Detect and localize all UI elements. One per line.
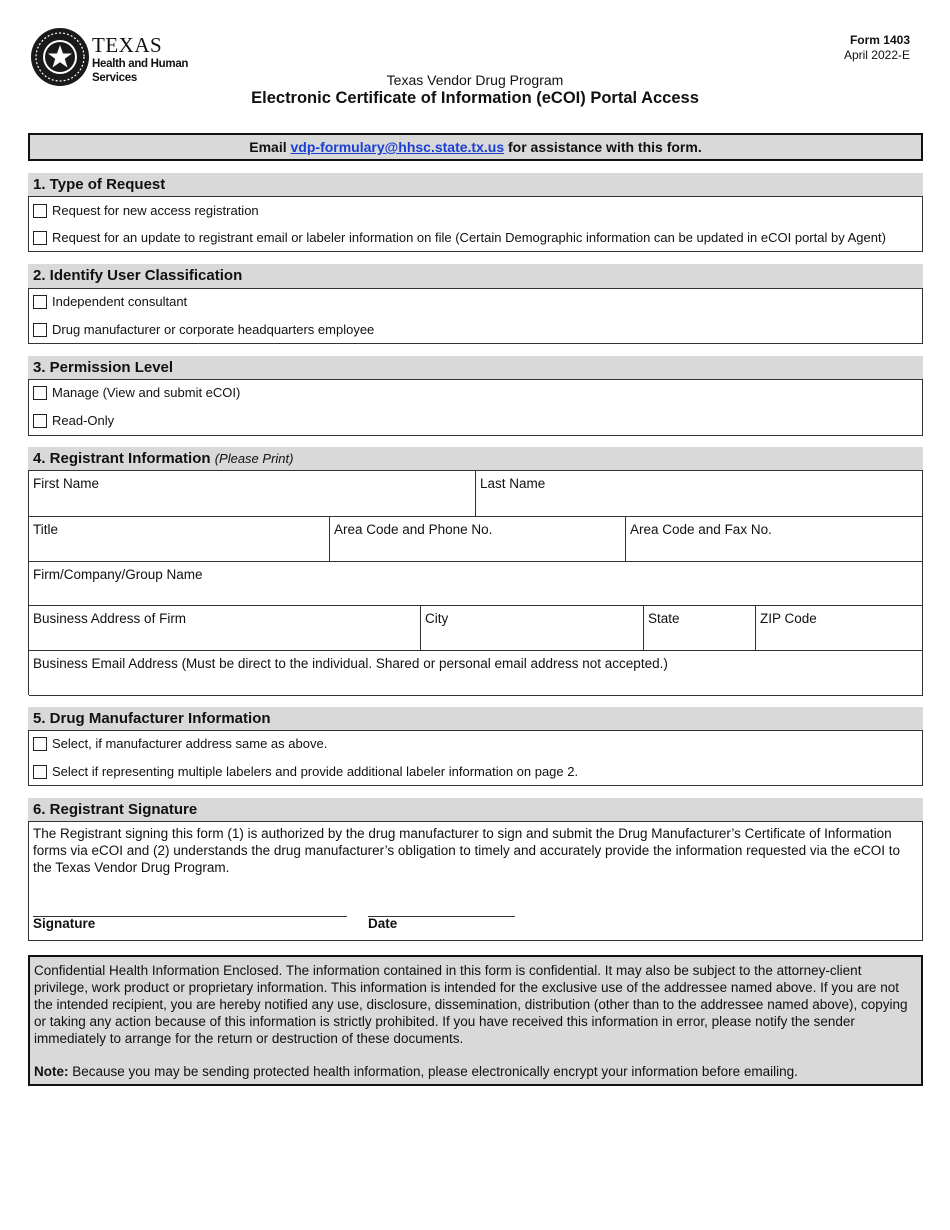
class-consultant-label: Independent consultant <box>52 294 188 309</box>
type-update-checkbox[interactable] <box>33 231 47 245</box>
manufacturer-same-address-option[interactable] <box>33 736 327 752</box>
assistance-suffix: for assistance with this form. <box>508 139 702 155</box>
section-2-heading: 2. Identify User Classification <box>28 264 923 288</box>
section-4-hint: (Please Print) <box>214 451 294 466</box>
note-text: Because you may be sending protected health information, please electronically encrypt your information before emailing. <box>72 1064 798 1079</box>
class-consultant-option[interactable] <box>33 294 187 310</box>
business-address-field[interactable]: Business Address of Firm <box>29 606 421 651</box>
encryption-note <box>34 1063 917 1080</box>
manufacturer-same-address-checkbox[interactable] <box>33 737 47 751</box>
fax-field[interactable]: Area Code and Fax No. <box>626 517 923 562</box>
permission-readonly-checkbox[interactable] <box>33 414 47 428</box>
section-4-title: 4. Registrant Information <box>33 450 211 467</box>
program-name: Texas Vendor Drug Program <box>386 72 564 88</box>
section-4-heading <box>28 447 923 471</box>
business-email-field[interactable]: Business Email Address (Must be direct to the individual. Shared or personal email address not accepted.) <box>29 651 923 696</box>
note-label: Note: <box>34 1064 69 1079</box>
multiple-labelers-option[interactable] <box>33 764 578 780</box>
permission-readonly-option[interactable] <box>33 413 114 429</box>
class-manufacturer-checkbox[interactable] <box>33 323 47 337</box>
manufacturer-same-address-label: Select, if manufacturer address same as above. <box>52 736 328 751</box>
permission-manage-option[interactable] <box>33 385 240 401</box>
phone-field[interactable]: Area Code and Phone No. <box>330 517 626 562</box>
class-manufacturer-label: Drug manufacturer or corporate headquarters employee <box>52 322 375 337</box>
logo-texas-text: TEXAS <box>92 33 163 57</box>
registrant-grid <box>28 470 923 695</box>
last-name-field[interactable]: Last Name <box>476 471 923 517</box>
state-field[interactable]: State <box>644 606 756 651</box>
date-label: Date <box>368 916 398 931</box>
form-date: April 2022-E <box>843 48 910 62</box>
firm-name-field[interactable]: Firm/Company/Group Name <box>29 562 923 606</box>
permission-manage-label: Manage (View and submit eCOI) <box>52 385 241 400</box>
type-new-access-label: Request for new access registration <box>52 203 259 218</box>
assistance-email-link[interactable]: vdp-formulary@hhsc.state.tx.us <box>290 139 505 155</box>
permission-readonly-label: Read-Only <box>52 413 115 428</box>
permission-manage-checkbox[interactable] <box>33 386 47 400</box>
section-1-box <box>28 196 923 252</box>
form-identifier <box>844 33 910 63</box>
type-update-option[interactable] <box>33 230 886 246</box>
section-6-heading: 6. Registrant Signature <box>28 798 923 822</box>
logo-agency-line1: Health and Human <box>92 58 189 70</box>
class-manufacturer-option[interactable] <box>33 322 374 338</box>
first-name-field[interactable]: First Name <box>29 471 476 517</box>
city-field[interactable]: City <box>421 606 644 651</box>
title-field[interactable]: Title <box>29 517 330 562</box>
assistance-banner <box>28 133 923 161</box>
section-2-box <box>28 288 923 344</box>
registrant-statement: The Registrant signing this form (1) is authorized by the drug manufacturer to sign and submit the Drug Manufacturer’s Certificate of Information forms via eCOI and (2) understands the drug manufacturer’s obligation to timely and accurately provide the information requested via the eCOI to the Texas Vendor Drug Program. <box>33 826 900 875</box>
section-3-heading: 3. Permission Level <box>28 356 923 380</box>
assistance-prefix: Email <box>249 139 287 155</box>
section-1-heading: 1. Type of Request <box>28 173 923 197</box>
page-title: Electronic Certificate of Information (eCOI) Portal Access <box>251 89 699 107</box>
zip-field[interactable]: ZIP Code <box>756 606 923 651</box>
form-number: Form 1403 <box>849 33 910 47</box>
signature-label: Signature <box>33 916 96 931</box>
type-new-access-checkbox[interactable] <box>33 204 47 218</box>
logo-agency-line2: Services <box>92 72 137 84</box>
confidentiality-notice <box>28 955 923 1086</box>
section-5-box <box>28 730 923 786</box>
section-6-box <box>28 821 923 941</box>
section-5-heading: 5. Drug Manufacturer Information <box>28 707 923 731</box>
type-update-label: Request for an update to registrant email or labeler information on file (Certain Demographic information can be updated in eCOI portal by Agent) <box>52 230 886 245</box>
section-3-box <box>28 379 923 436</box>
multiple-labelers-checkbox[interactable] <box>33 765 47 779</box>
confidentiality-text: Confidential Health Information Enclosed. The information contained in this form is confidential. It may also be subject to the attorney-client privilege, work product or proprietary information. This information is intended for the exclusive use of the addressee named above. If you are not the intended recipient, you are hereby notified any use, disclosure, dissemination, distribution (other than to the addressee named above), copying or taking any action because of this information is strictly prohibited. If you have received this information in error, please notify the sender immediately to arrange for the return or destruction of these documents. <box>34 963 908 1046</box>
class-consultant-checkbox[interactable] <box>33 295 47 309</box>
type-new-access-option[interactable] <box>33 203 259 219</box>
multiple-labelers-label: Select if representing multiple labelers and provide additional labeler information on page 2. <box>52 764 579 779</box>
